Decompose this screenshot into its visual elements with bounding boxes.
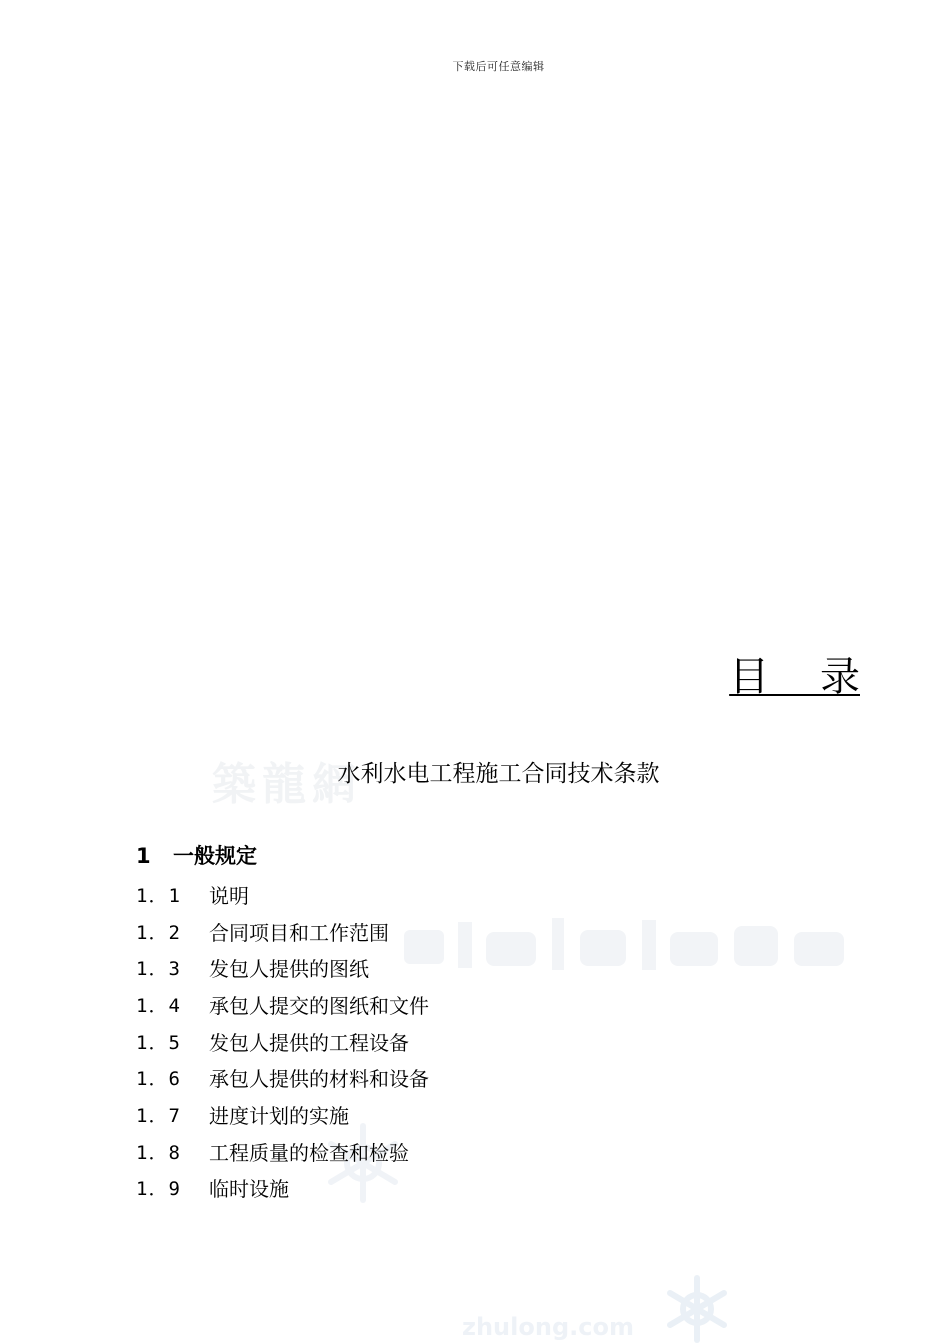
watermark-emblem-icon [660, 1274, 734, 1344]
toc-entry-number: 1．1 [136, 884, 181, 907]
toc-entry-title: 发包人提供的工程设备 [209, 1030, 409, 1055]
watermark-logo-text: 築龍網 [212, 759, 362, 810]
toc-entry-number: 1．5 [136, 1031, 181, 1054]
toc-entry-title: 承包人提供的材料和设备 [209, 1067, 429, 1092]
toc-entry[interactable] [136, 1133, 429, 1170]
toc-entry-title: 承包人提交的图纸和文件 [209, 993, 429, 1018]
toc-entry-number: 1．9 [136, 1178, 181, 1201]
toc-entry[interactable] [136, 913, 429, 950]
toc-entry-number: 1．8 [136, 1141, 181, 1164]
toc-entry[interactable] [136, 876, 429, 913]
toc-entry[interactable] [136, 986, 429, 1023]
watermark-site-text: zhulong.com [462, 1313, 634, 1341]
toc-entry-number: 1．4 [136, 994, 181, 1017]
toc-entry[interactable] [136, 1023, 429, 1060]
toc-entry[interactable] [136, 1170, 429, 1207]
page-header-note: 下载后可任意编辑 [452, 60, 545, 73]
toc-entry-title: 发包人提供的图纸 [209, 957, 369, 982]
toc-entry-number: 1．3 [136, 958, 181, 981]
toc-entry[interactable] [136, 949, 429, 986]
section-number: 1 [136, 844, 151, 868]
toc-entry-title: 说明 [209, 883, 249, 908]
toc-entry-number: 1．7 [136, 1104, 181, 1127]
toc-entry-title: 工程质量的检查和检验 [209, 1140, 409, 1165]
toc-entry-title: 合同项目和工作范围 [209, 920, 389, 945]
toc-entry[interactable] [136, 1059, 429, 1096]
watermark-bars-graphic [404, 912, 860, 972]
toc-entry-number: 1．2 [136, 921, 181, 944]
toc-entry-number: 1．6 [136, 1068, 181, 1091]
toc-entry[interactable] [136, 1096, 429, 1133]
toc-list [136, 876, 429, 1206]
toc-entry-title: 进度计划的实施 [209, 1103, 349, 1128]
document-title: 水利水电工程施工合同技术条款 [337, 761, 660, 787]
toc-heading: 目 录 [729, 654, 860, 700]
toc-entry-title: 临时设施 [209, 1177, 289, 1202]
section-heading [136, 842, 257, 870]
section-title: 一般规定 [173, 844, 257, 868]
